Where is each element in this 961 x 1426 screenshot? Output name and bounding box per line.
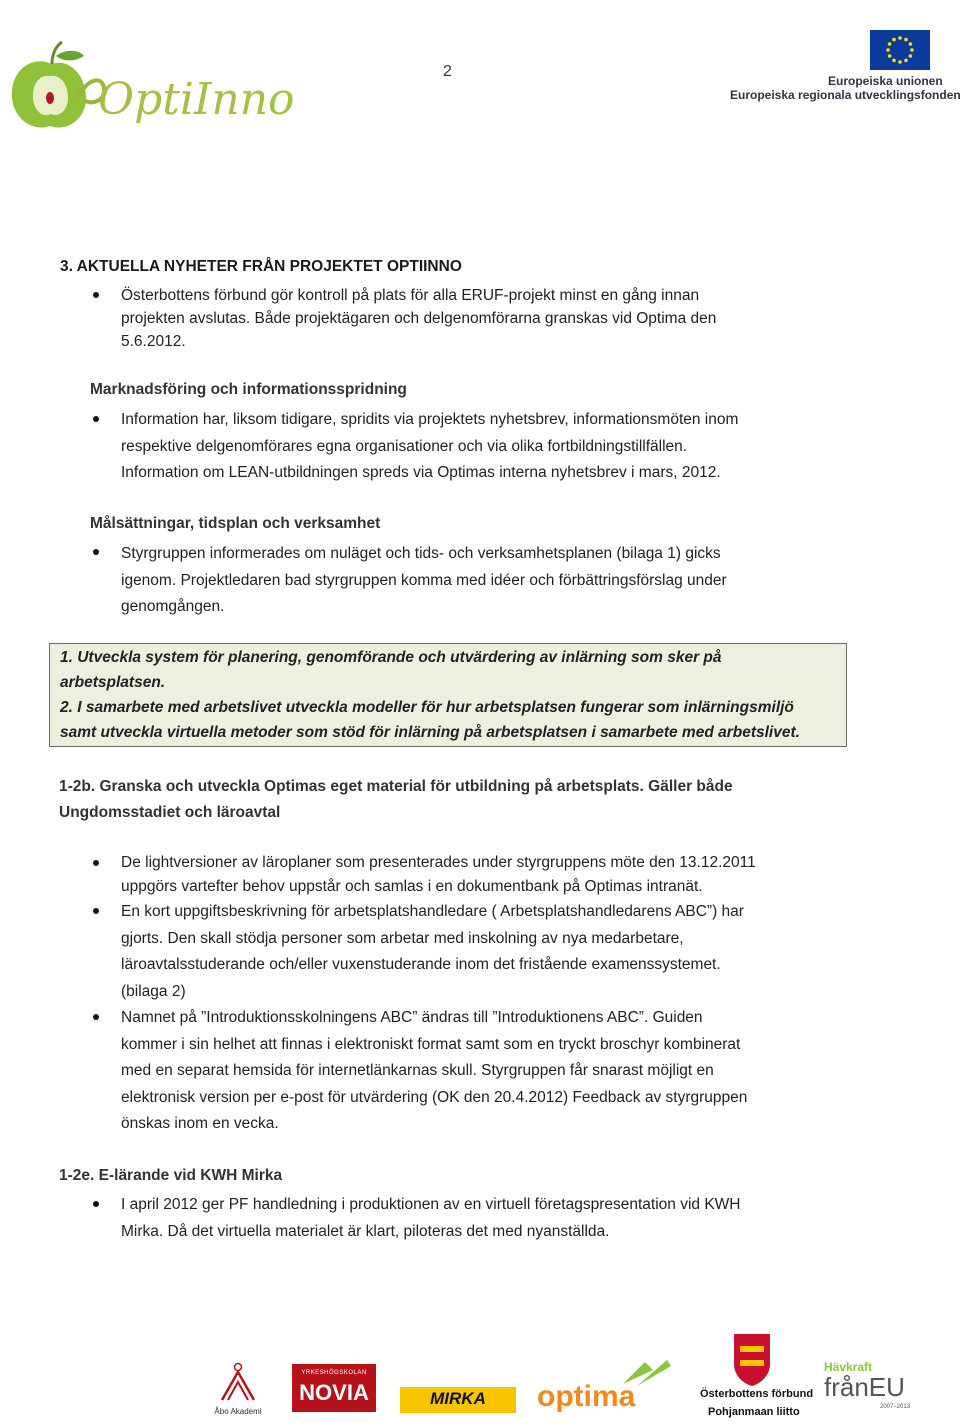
bullet-paragraph: I april 2012 ger PF handledning i produktionen av en virtuell företagspresentation vid KWH Mirka. Då det virtuella materialet är klart, piloteras det med nyanställda. [121,1196,741,1240]
bullet-paragraph: De lightversioner av läroplaner som presenterades under styrgruppens möte den 13.12.2011 uppgörs vartefter behov uppstår och samlas i en dokumentbank på Optimas intranät. [121,854,756,895]
goal-line: arbetsplatsen. [60,674,166,691]
bullet-icon [93,1201,99,1207]
goal-line: samt utveckla virtuella metoder som stöd för inlärning på arbetsplatsen i samarbete med arbetslivet. [60,724,800,741]
goal-line: 2. I samarbete med arbetslivet utveckla modeller för hur arbetsplatsen fungerar som inlärningsmiljö [60,699,794,716]
mirka-logo: MIRKA [400,1387,516,1413]
novia-logo: YRKESHÖGSKOLAN NOVIA [292,1364,376,1412]
section-12e-heading: 1-2e. E-lärande vid KWH Mirka [59,1167,283,1184]
optima-logo: optima [537,1358,673,1416]
coat-of-arms-icon [732,1332,772,1386]
bullet-paragraph: Österbottens förbund gör kontroll på plats för alla ERUF-projekt minst en gång innan projekten avslutas. Både projektägaren och delgenomförarna granskas vid Optima den 5.6.2012. [121,287,717,350]
apple-logo-icon [6,40,295,140]
goal-line: 1. Utveckla system för planering, genomförande och utvärdering av inlärning som sker på [60,649,722,666]
abo-akademi-icon [214,1362,262,1402]
eu-flag-icon [870,30,930,70]
bullet-icon [93,416,99,422]
bullet-paragraph: Namnet på ”Introduktionsskolningens ABC” ändras till ”Introduktionens ABC”. Guiden kommer i sin helhet att finnas i elektroniskt format samt som en tryckt broschyr kombinerat med en separat hemsida för internetlänkarnas skull. Styrgruppen får snarast möjligt en elektronisk version per e-post för utvärdering (OK den 20.4.2012) Feedback av styrgruppen önskas inom en vecka. [121,1009,748,1132]
bullet-icon [93,292,99,298]
goals-heading: Målsättningar, tidsplan och verksamhet [90,515,381,532]
bullet-paragraph: Information har, liksom tidigare, spridits via projektets nyhetsbrev, informationsmöten inom respektive delgenomförares egna organisationer och via olika fortbildningstillfällen. Information om LEAN-utbildningen spreds via Optimas interna nyhetsbrev i mars, 2012. [121,411,739,481]
svg-text:OptiInno: OptiInno [98,74,295,125]
bullet-icon [93,549,99,555]
goals-box [49,643,847,747]
bullet-icon [93,860,99,866]
bullet-paragraph: Styrgruppen informerades om nuläget och tids- och verksamhetsplanen (bilaga 1) gicks igenom. Projektledaren bad styrgruppen komma med idéer och förbättringsförslag under genomgången. [121,545,727,615]
havkraft-logo: Hävkraft frånEU 2007–2013 [824,1360,911,1410]
abo-akademi-logo: Åbo Akademi [214,1362,262,1412]
bullet-paragraph: En kort uppgiftsbeskrivning för arbetsplatshandledare ( Arbetsplatshandledarens ABC”) har gjorts. Den skall stödja personer som arbetar med inskolning av nya medarbetare, läroavtalsstuderande och/eller vuxenstuderande inom det fristående examenssystemet. (bilaga 2) [121,903,744,1000]
bullet-icon [93,1014,99,1020]
marketing-heading: Marknadsföring och informationsspridning [90,381,407,398]
osterbotten-logo: Österbottens förbund Pohjanmaan liitto [700,1332,804,1422]
section-heading: 3. AKTUELLA NYHETER FRÅN PROJEKTET OPTIINNO [60,258,462,275]
section-12b-heading: 1-2b. Granska och utveckla Optimas eget material för utbildning på arbetsplats. Gäller både Ungdomsstadiet och läroavtal [59,778,733,821]
optiinno-logo [6,40,295,140]
page-number: 2 [443,63,452,80]
eu-subtitle: Europeiska regionala utvecklingsfonden [730,88,961,102]
eu-title: Europeiska unionen [828,74,943,88]
bullet-icon [93,908,99,914]
